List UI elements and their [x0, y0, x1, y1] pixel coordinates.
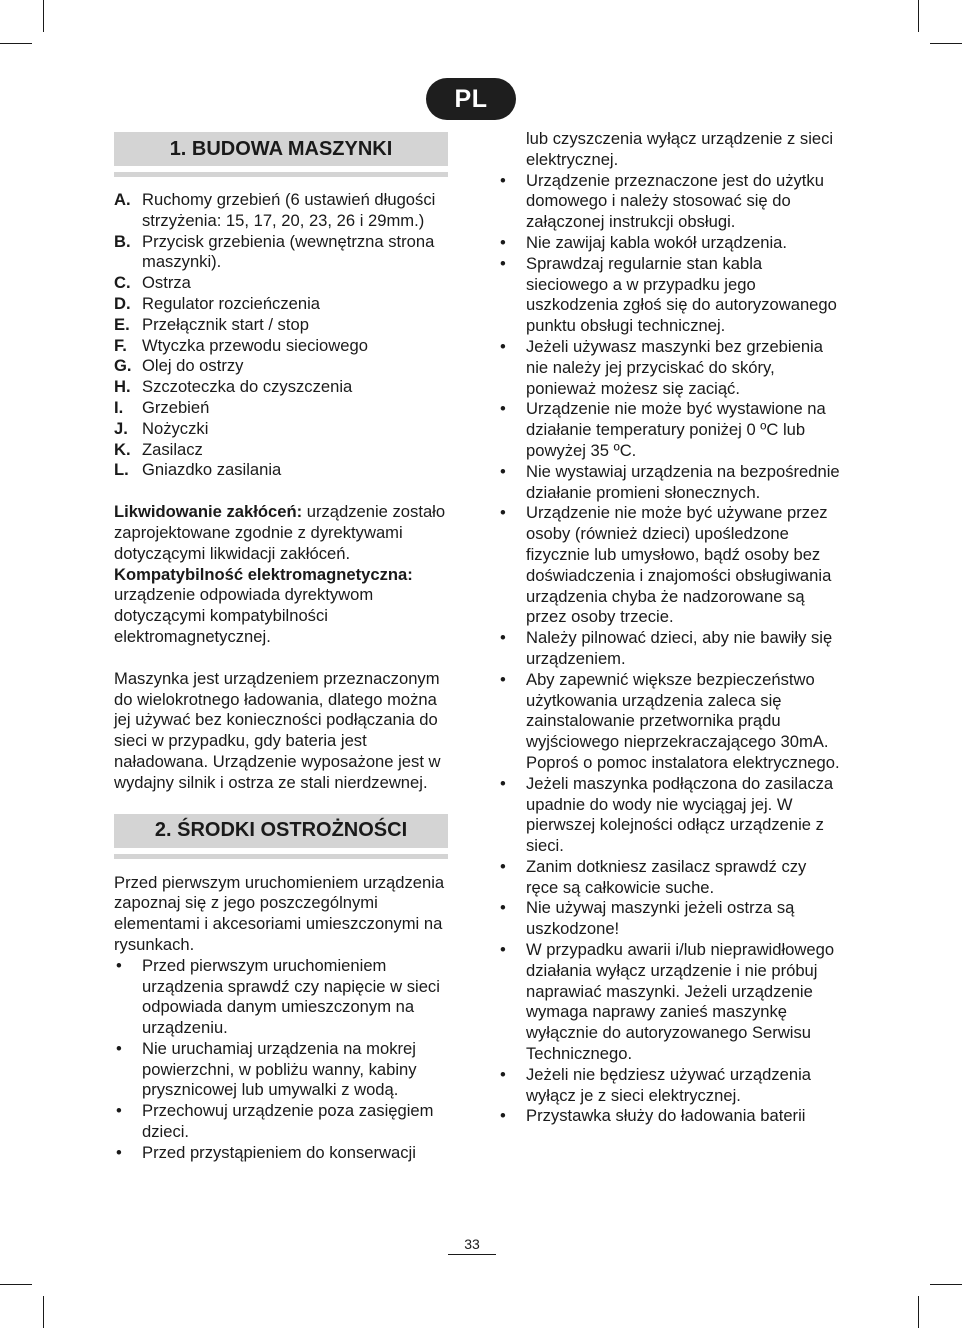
part-label: Zasilacz: [142, 439, 203, 459]
crop-mark: [918, 1296, 919, 1328]
bullet-icon: •: [500, 170, 506, 190]
crop-mark: [43, 1296, 44, 1328]
part-key: E.: [114, 314, 130, 334]
list-item: [114, 460, 450, 481]
bullet-icon: •: [116, 1101, 122, 1121]
bullet-icon: •: [500, 503, 506, 523]
list-item: [498, 1106, 840, 1127]
precautions-intro: Przed pierwszym uruchomieniem urządzenia zapoznaj się z jego poszczególnymi elementami i akcesoriami umieszczonymi na rysunkach.: [114, 872, 445, 954]
precaution-text: Przystawka służy do ładowania baterii: [526, 1106, 806, 1126]
list-item: [114, 1143, 450, 1164]
list-item: [498, 254, 840, 337]
interference-label: Likwidowanie zakłóceń:: [114, 502, 303, 522]
bullet-icon: •: [500, 856, 506, 876]
part-key: A.: [114, 190, 131, 209]
precaution-text: Zanim dotkniesz zasilacz sprawdź czy ręce są całkowicie suche.: [526, 856, 807, 897]
list-item: [498, 399, 840, 461]
list-item: [114, 956, 450, 1039]
precaution-text: Sprawdzaj regularnie stan kabla sieciowego a w przypadku jego uszkodzenia zgłoś się do autoryzowanego punktu obsługi technicznej.: [526, 253, 837, 336]
part-key: C.: [114, 273, 131, 293]
bullet-icon: •: [500, 628, 506, 648]
bullet-icon: •: [500, 1064, 506, 1084]
language-badge: PL: [426, 78, 516, 120]
precaution-text: Nie wystawiaj urządzenia na bezpośrednie działanie promieni słonecznych.: [526, 461, 840, 502]
bullet-icon: •: [500, 461, 506, 481]
precaution-text: Urządzenie nie może być wystawione na działanie temperatury poniżej 0 ºC lub powyżej 35 ºC.: [526, 399, 826, 460]
crop-mark: [43, 0, 44, 32]
left-column: [114, 132, 450, 1164]
list-item: [114, 398, 450, 419]
emc-text: urządzenie odpowiada dyrektywom dotyczącymi kompatybilności elektromagnetycznej.: [114, 585, 374, 646]
part-label: Gniazdko zasilania: [142, 460, 282, 480]
part-label: Szczoteczka do czyszczenia: [142, 377, 353, 397]
list-item: [114, 419, 450, 440]
precaution-text: Nie używaj maszynki jeżeli ostrza są uszkodzone!: [526, 898, 795, 939]
list-item: [498, 628, 840, 670]
section-divider: [114, 854, 448, 859]
right-column: [498, 129, 840, 1127]
list-item: [114, 1039, 450, 1101]
precaution-text: Jeżeli maszynka podłączona do zasilacza upadnie do wody nie wyciągaj jej. W pierwszej kolejności odłącz urządzenie z sieci.: [526, 773, 834, 856]
part-label: Nożyczki: [142, 418, 209, 438]
list-item: [114, 1101, 450, 1143]
part-label: Grzebień: [142, 397, 210, 417]
precaution-text: Przechowuj urządzenie poza zasięgiem dzieci.: [142, 1101, 434, 1142]
page-number-rule: [448, 1254, 496, 1255]
parts-list: [114, 190, 450, 481]
emc-label: Kompatybilność elektromagnetyczna:: [114, 564, 413, 584]
part-label: Ostrza: [142, 273, 191, 293]
bullet-icon: •: [500, 773, 506, 793]
list-item: [498, 857, 840, 899]
list-item: [114, 336, 450, 357]
part-label: Wtyczka przewodu sieciowego: [142, 335, 368, 355]
list-item: [498, 337, 840, 399]
part-label: Przycisk grzebienia (wewnętrzna strona maszynki).: [142, 231, 435, 272]
precaution-text: Urządzenie przeznaczone jest do użytku domowego i należy stosować się do załączonej instrukcji obsługi.: [526, 170, 824, 232]
list-item: [114, 273, 450, 294]
bullet-icon: •: [116, 955, 122, 975]
list-item: [498, 774, 840, 857]
right-precautions-list: [498, 129, 840, 1127]
part-label: Przełącznik start / stop: [142, 314, 309, 334]
part-key: I.: [114, 397, 124, 417]
section-2-title: 2. ŚRODKI OSTROŻNOŚCI: [114, 814, 448, 848]
crop-mark: [0, 1284, 32, 1285]
precaution-continuation: lub czyszczenia wyłącz urządzenie z sieci elektrycznej.: [526, 129, 834, 169]
list-item: [114, 377, 450, 398]
part-key: D.: [114, 293, 131, 313]
part-key: J.: [114, 418, 128, 438]
bullet-icon: •: [500, 898, 506, 918]
list-item: [114, 232, 450, 274]
part-label: Olej do ostrzy: [142, 356, 244, 376]
bullet-icon: •: [500, 253, 506, 273]
precaution-text: Aby zapewnić większe bezpieczeństwo użytkowania urządzenia zaleca się zainstalowanie przetwornika prądu wyjściowego nieprzekraczającego 30mA. Poproś o pomoc instalatora elektrycznego.: [526, 669, 840, 772]
list-item: [498, 171, 840, 233]
list-item: [498, 940, 840, 1065]
crop-mark: [918, 0, 919, 32]
precaution-text: Jeżeli nie będziesz używać urządzenia wyłącz je z sieci elektrycznej.: [526, 1064, 812, 1105]
part-label: Regulator rozcieńczenia: [142, 293, 321, 313]
list-item: [114, 315, 450, 336]
precaution-text: Nie zawijaj kabla wokół urządzenia.: [526, 232, 788, 252]
left-precautions-list: [114, 956, 450, 1164]
section-divider: [114, 172, 448, 177]
list-item: [498, 1065, 840, 1107]
bullet-icon: •: [116, 1142, 122, 1162]
part-key: F.: [114, 335, 127, 355]
precaution-text: Należy pilnować dzieci, aby nie bawiły się urządzeniem.: [526, 628, 833, 668]
bullet-icon: •: [500, 232, 506, 252]
part-key: K.: [114, 439, 131, 459]
interference-paragraph: [114, 502, 450, 564]
emc-paragraph: [114, 565, 450, 648]
bullet-icon: •: [500, 336, 506, 356]
crop-mark: [930, 1284, 962, 1285]
list-item: [114, 440, 450, 461]
page-number: 33: [464, 1236, 480, 1252]
part-key: B.: [114, 231, 131, 251]
bullet-spacer: [498, 129, 526, 171]
section-2-header: [114, 814, 450, 859]
bullet-icon: •: [500, 399, 506, 419]
part-key: L.: [114, 460, 129, 480]
list-item: [498, 898, 840, 940]
part-key: G.: [114, 356, 132, 376]
list-item: [498, 670, 840, 774]
bullet-icon: •: [500, 669, 506, 689]
list-item: [498, 462, 840, 504]
part-key: H.: [114, 377, 131, 397]
precaution-text: Jeżeli używasz maszynki bez grzebienia nie należy jej przyciskać do skóry, ponieważ możesz się zaciąć.: [526, 336, 823, 398]
list-item: [114, 356, 450, 377]
part-label: Ruchomy grzebień (6 ustawień długości strzyżenia: 15, 17, 20, 23, 26 i 29mm.): [142, 190, 436, 230]
interference-text: urządzenie zostało zaprojektowane zgodnie z dyrektywami dotyczącymi likwidacji zakłóceń.: [114, 502, 446, 563]
bullet-icon: •: [116, 1038, 122, 1058]
list-item: [114, 294, 450, 315]
section-1-header: [114, 132, 450, 177]
precaution-text: Nie uruchamiaj urządzenia na mokrej powierzchni, w pobliżu wanny, kabiny prysznicowej lub umywalki z wodą.: [142, 1038, 417, 1100]
crop-mark: [930, 43, 962, 44]
precaution-text: W przypadku awarii i/lub nieprawidłowego działania wyłącz urządzenie i nie próbuj naprawiać maszynki. Jeżeli urządzenie wymaga naprawy zanieś maszynkę wyłącznie do autoryzowanego Serwisu Technicznego.: [526, 940, 835, 1064]
bullet-icon: •: [500, 940, 506, 960]
list-item: [498, 503, 840, 628]
list-item: [114, 190, 450, 232]
list-item: [498, 129, 840, 171]
section-1-title: 1. BUDOWA MASZYNKI: [114, 132, 448, 166]
list-item: [498, 233, 840, 254]
precaution-text: Przed przystąpieniem do konserwacji: [142, 1142, 416, 1162]
rechargeable-paragraph: Maszynka jest urządzeniem przeznaczonym do wielokrotnego ładowania, dlatego można jej używać bez konieczności podłączania do sieci w przypadku, gdy bateria jest naładowana. Urządzenie wyposażone jest w wydajny silnik i ostrza ze stali nierdzewnej.: [114, 668, 441, 792]
crop-mark: [0, 43, 32, 44]
bullet-icon: •: [500, 1106, 506, 1126]
precaution-text: Przed pierwszym uruchomieniem urządzenia sprawdź czy napięcie w sieci odpowiada danym umieszczonym na urządzeniu.: [142, 955, 440, 1038]
precaution-text: Urządzenie nie może być używane przez osoby (również dzieci) upośledzone fizycznie lub umysłowo, bądź osoby bez doświadczenia i znajomości obsługiwania urządzenia chyba że nadzorowane są przez osoby trzecie.: [526, 503, 832, 627]
